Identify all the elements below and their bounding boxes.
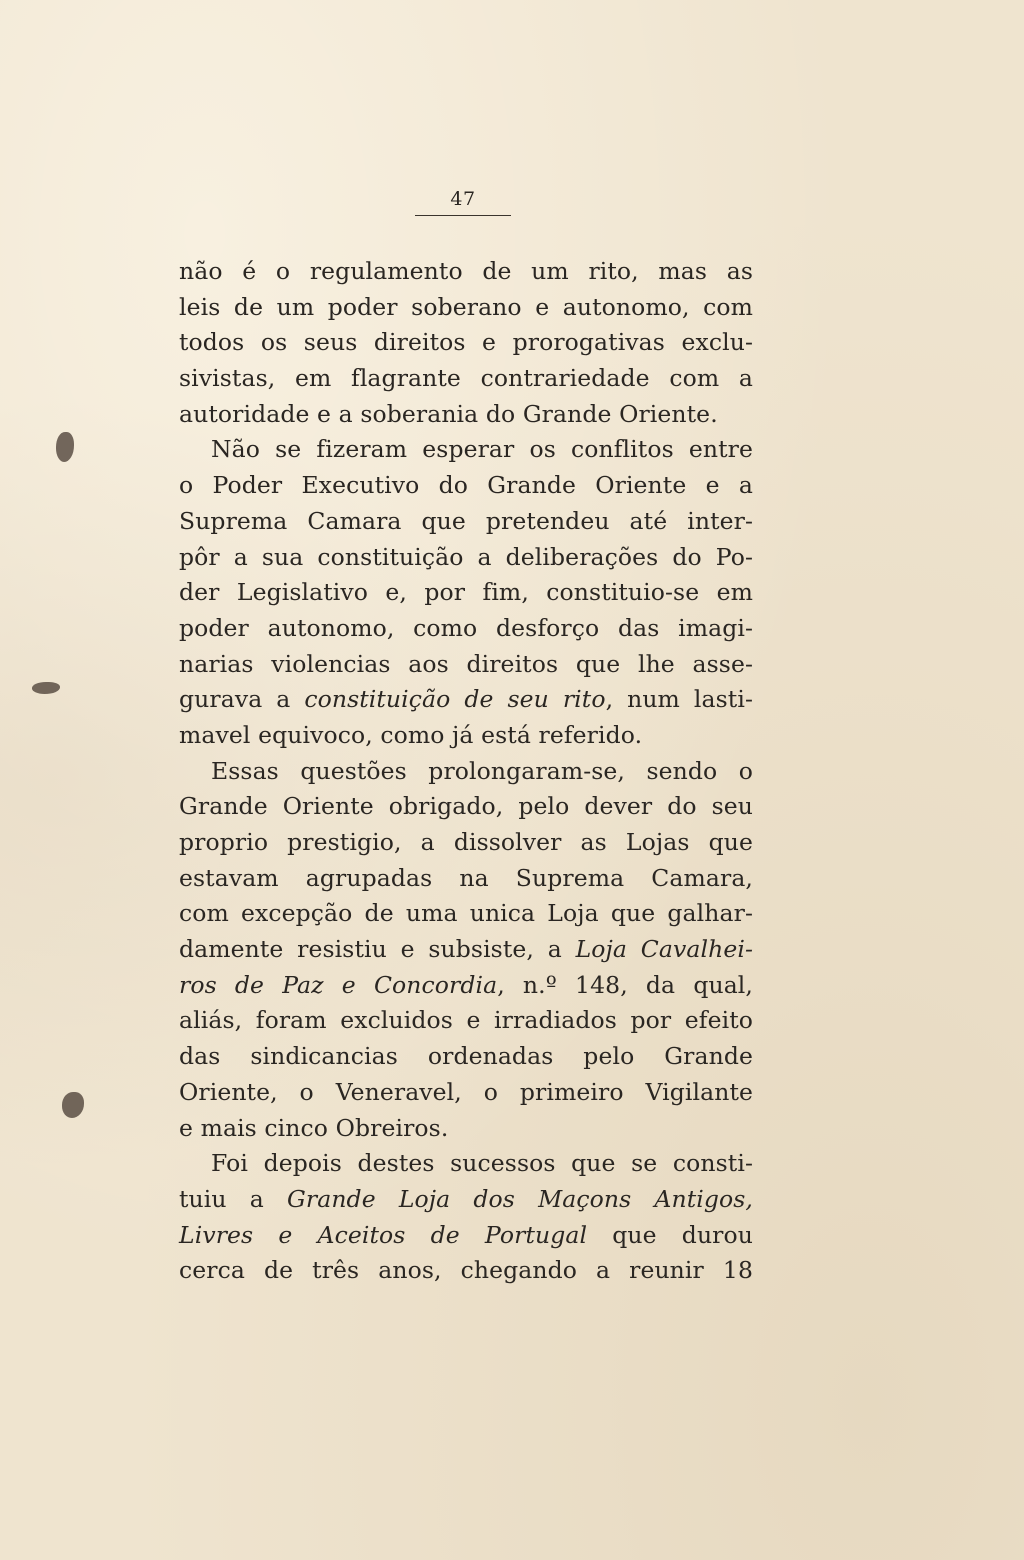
text-line: estavam agrupadas na Suprema Camara, (179, 863, 753, 892)
text-line: Foi depois destes sucessos que se consti- (211, 1149, 753, 1178)
italic-text-run: constituição de seu rito (304, 685, 606, 714)
text-line: Suprema Camara que pretendeu até inter- (179, 506, 753, 535)
text-run: , num lasti- (605, 685, 753, 714)
body-text (179, 254, 753, 1289)
text-line (179, 968, 753, 1004)
text-line: aliás, foram excluidos e irradiados por efeito (179, 1006, 753, 1035)
text-line (179, 1182, 753, 1218)
page-number-rule (415, 215, 511, 216)
text-line: com excepção de uma unica Loja que galhar- (179, 899, 753, 928)
text-line: der Legislativo e, por fim, constituio-se em (179, 578, 753, 607)
text-run: que durou (587, 1220, 753, 1249)
italic-text-run: Loja Cavalhei- (575, 935, 753, 964)
text-run: , n.º 148, da qual, (497, 970, 753, 999)
text-line: pôr a sua constituição a deliberações do Po- (179, 542, 753, 571)
text-line: sivistas, em flagrante contrariedade com a (179, 364, 753, 393)
binding-hole-mark (62, 1092, 84, 1118)
text-line: o Poder Executivo do Grande Oriente e a (179, 471, 753, 500)
italic-text-run: Livres e Aceitos de Portugal (179, 1220, 588, 1249)
text-line: e mais cinco Obreiros. (179, 1113, 449, 1142)
text-line: Oriente, o Veneravel, o primeiro Vigilante (179, 1077, 753, 1106)
text-line: das sindicancias ordenadas pelo Grande (179, 1042, 753, 1071)
text-line: cerca de três anos, chegando a reunir 18 (179, 1256, 753, 1285)
text-line: narias violencias aos direitos que lhe asse- (179, 649, 753, 678)
text-run: damente resistiu e subsiste, a (179, 935, 576, 964)
text-line: todos os seus direitos e prorogativas exclu- (179, 328, 753, 357)
text-line: Não se fizeram esperar os conflitos entre (211, 435, 753, 464)
text-line: mavel equivoco, como já está referido. (179, 720, 643, 749)
text-line: poder autonomo, como desforço das imagi- (179, 613, 753, 642)
binding-hole-mark (32, 682, 60, 694)
page-number: 47 (450, 188, 476, 210)
text-line (179, 932, 753, 968)
binding-hole-mark (56, 432, 74, 462)
text-line (179, 1218, 753, 1254)
text-run: gurava a (179, 685, 305, 714)
italic-text-run: ros de Paz e Concordia (179, 970, 498, 999)
text-line: não é o regulamento de um rito, mas as (179, 257, 753, 285)
text-line: leis de um poder soberano e autonomo, com (179, 292, 753, 321)
italic-text-run: Grande Loja dos Maçons Antigos, (287, 1184, 753, 1213)
text-line (179, 682, 753, 718)
text-line: autoridade e a soberania do Grande Oriente. (179, 399, 718, 428)
text-run: tuiu a (179, 1184, 287, 1213)
text-line: proprio prestigio, a dissolver as Lojas que (179, 828, 753, 856)
text-line: Grande Oriente obrigado, pelo dever do seu (179, 792, 753, 821)
text-line: Essas questões prolongaram-se, sendo o (211, 756, 753, 785)
